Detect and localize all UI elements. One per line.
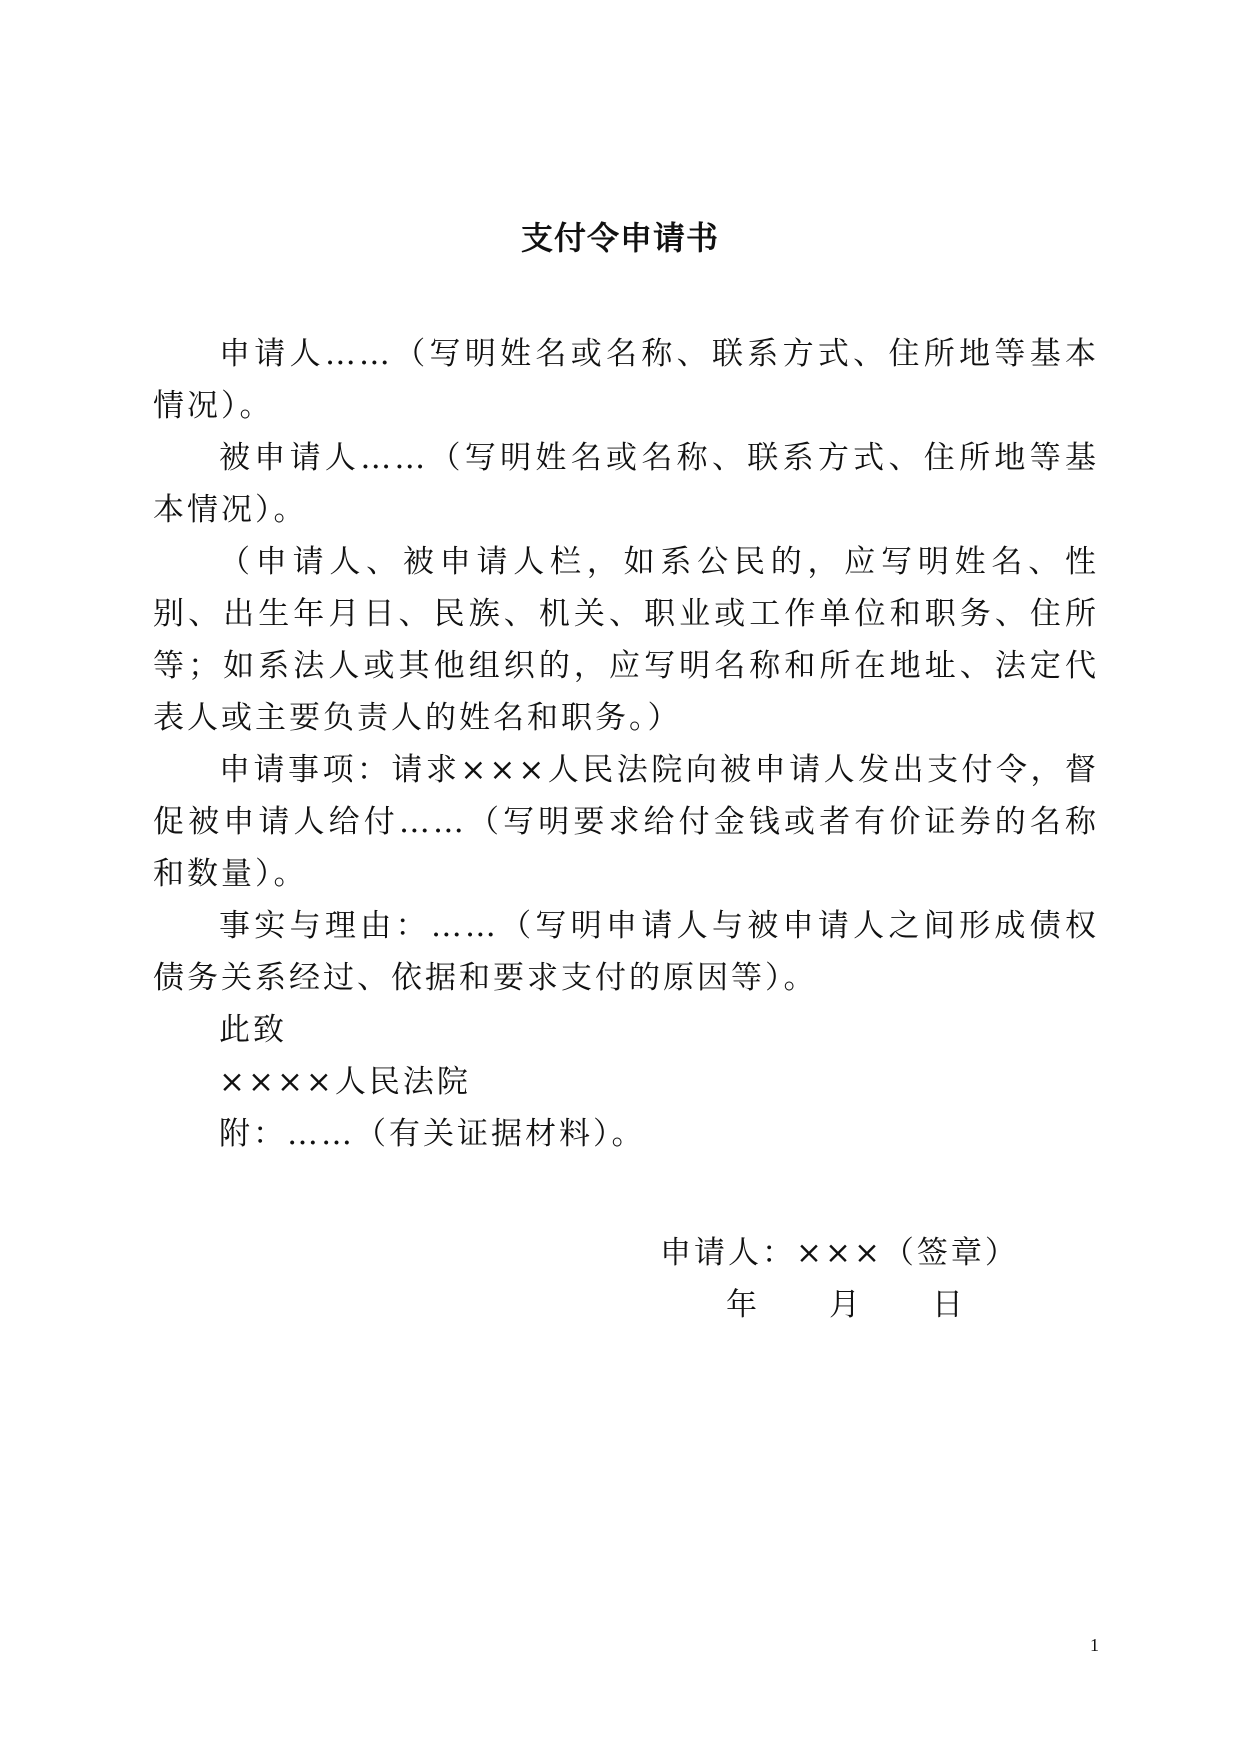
application-items-paragraph: 申请事项：请求×××人民法院向被申请人发出支付令，督促被申请人给付……（写明要求给付金钱或者有价证券的名称和数量）。	[153, 752, 1099, 892]
date-year-label: 年	[726, 1287, 757, 1323]
document-body	[153, 328, 1099, 1160]
applicant-signature-line: 申请人：×××（签章）	[660, 1235, 1019, 1271]
page-number: 1	[1090, 1635, 1099, 1655]
attachments-line: 附：……（有关证据材料）。	[219, 1116, 646, 1152]
date-month-label: 月	[829, 1287, 860, 1323]
document-title: 支付令申请书	[520, 219, 719, 257]
date-day-label: 日	[932, 1287, 963, 1323]
respondent-paragraph: 被申请人……（写明姓名或名称、联系方式、住所地等基本情况）。	[153, 440, 1099, 528]
party-instructions-paragraph: （申请人、被申请人栏，如系公民的，应写明姓名、性别、出生年月日、民族、机关、职业或工作单位和职务、住所等；如系法人或其他组织的，应写明名称和所在地址、法定代表人或主要负责人的姓名和职务。）	[153, 544, 1099, 736]
salutation-line: 此致	[219, 1012, 287, 1048]
applicant-paragraph: 申请人……（写明姓名或名称、联系方式、住所地等基本情况）。	[153, 336, 1099, 424]
date-line	[726, 1279, 963, 1331]
facts-reasons-paragraph: 事实与理由：……（写明申请人与被申请人之间形成债权债务关系经过、依据和要求支付的原因等）。	[153, 908, 1099, 996]
court-name-line: ××××人民法院	[219, 1064, 471, 1100]
